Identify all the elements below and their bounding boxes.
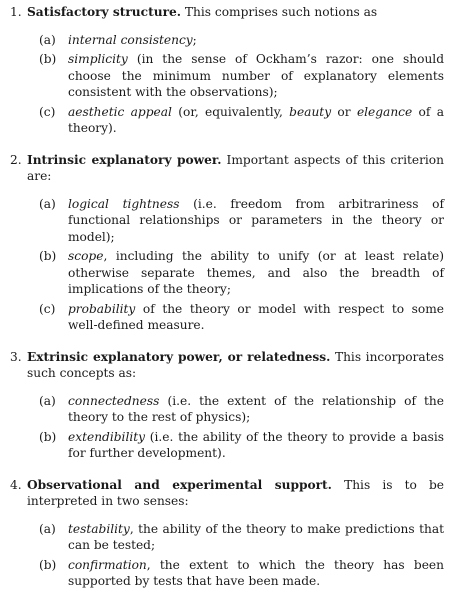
subitem-list (27, 393, 444, 462)
subitem-term: confirmation (68, 557, 147, 572)
subitem-text: ; (192, 32, 197, 47)
criterion-title: Satisfactory structure. (27, 5, 181, 19)
subitem-1a (39, 32, 444, 49)
subitem-list (27, 196, 444, 334)
subitem-text: (i.e. the ability of the theory to provide a basis for further development). (68, 429, 444, 460)
criterion-intro: This comprises such notions as (181, 5, 378, 19)
criterion-intro: This is to be interpreted in two senses: (27, 477, 445, 508)
criterion-title: Observational and experimental support. (27, 477, 332, 492)
subitem-term: probability (68, 301, 136, 316)
subitem-text: (i.e. the extent of the relationship of the theory to the rest of physics); (68, 393, 444, 424)
subitem-1b (39, 51, 444, 101)
subitem-term: simplicity (68, 52, 128, 66)
subitem-4a (39, 521, 444, 554)
subitem-1c (39, 104, 444, 137)
subitem-text: (or, equivalently, (171, 104, 290, 119)
subitem-2b (39, 248, 444, 298)
subitem-label: (b) (39, 557, 57, 572)
criterion-4 (10, 477, 444, 590)
subitem-4b (39, 557, 444, 590)
subitem-term: scope (68, 249, 104, 263)
subitem-text: , the ability of the theory to make predictions that can be tested; (68, 521, 444, 552)
subitem-term: aesthetic appeal (68, 104, 172, 119)
subitem-text: of a theory). (68, 104, 444, 135)
criterion-intro: This incorporates such concepts as: (27, 349, 445, 380)
subitem-label: (b) (39, 429, 57, 444)
criterion-1 (10, 4, 444, 137)
subitem-term: elegance (356, 104, 413, 119)
subitem-2c (39, 301, 444, 334)
criterion-title: Intrinsic explanatory power. (27, 152, 222, 167)
subitem-text: (i.e. freedom from arbitrariness of functional relationships or parameters in the theory or model); (68, 196, 444, 244)
criterion-number: 1. (10, 5, 22, 19)
criterion-title: Extrinsic explanatory power, or relatedness. (27, 349, 331, 364)
criterion-intro: Important aspects of this criterion are: (27, 152, 444, 183)
criterion-3 (10, 349, 444, 462)
subitem-label: (b) (39, 52, 57, 66)
subitem-label: (c) (39, 104, 56, 119)
criteria-list (10, 4, 444, 590)
subitem-label: (c) (39, 301, 56, 316)
subitem-text: (in the sense of Ockham’s razor: one should choose the minimum number of explanatory elements consistent with the observations); (68, 52, 444, 99)
subitem-list (27, 32, 444, 137)
subitem-term: connectedness (68, 393, 160, 408)
subitem-term: extendibility (68, 429, 146, 444)
subitem-label: (a) (39, 196, 56, 211)
subitem-term: testability (68, 521, 130, 536)
subitem-term: logical tightness (68, 196, 180, 211)
subitem-term: beauty (289, 104, 332, 119)
subitem-term: internal consistency (68, 32, 193, 47)
subitem-label: (b) (39, 249, 57, 263)
criterion-2 (10, 152, 444, 334)
subitem-2a (39, 196, 444, 246)
criterion-number: 2. (10, 152, 22, 167)
subitem-text: , the extent to which the theory has been supported by tests that have been made. (68, 557, 444, 588)
criterion-number: 4. (10, 477, 22, 492)
subitem-text: or (331, 104, 357, 119)
subitem-label: (a) (39, 393, 56, 408)
subitem-3b (39, 429, 444, 462)
criterion-number: 3. (10, 349, 22, 364)
subitem-list (27, 521, 444, 590)
subitem-3a (39, 393, 444, 426)
subitem-label: (a) (39, 32, 56, 47)
subitem-label: (a) (39, 521, 56, 536)
subitem-text: , including the ability to unify (or at least relate) otherwise separate themes, and also the breadth of implications of the theory; (68, 249, 444, 296)
subitem-text: of the theory or model with respect to some well-defined measure. (68, 301, 444, 332)
